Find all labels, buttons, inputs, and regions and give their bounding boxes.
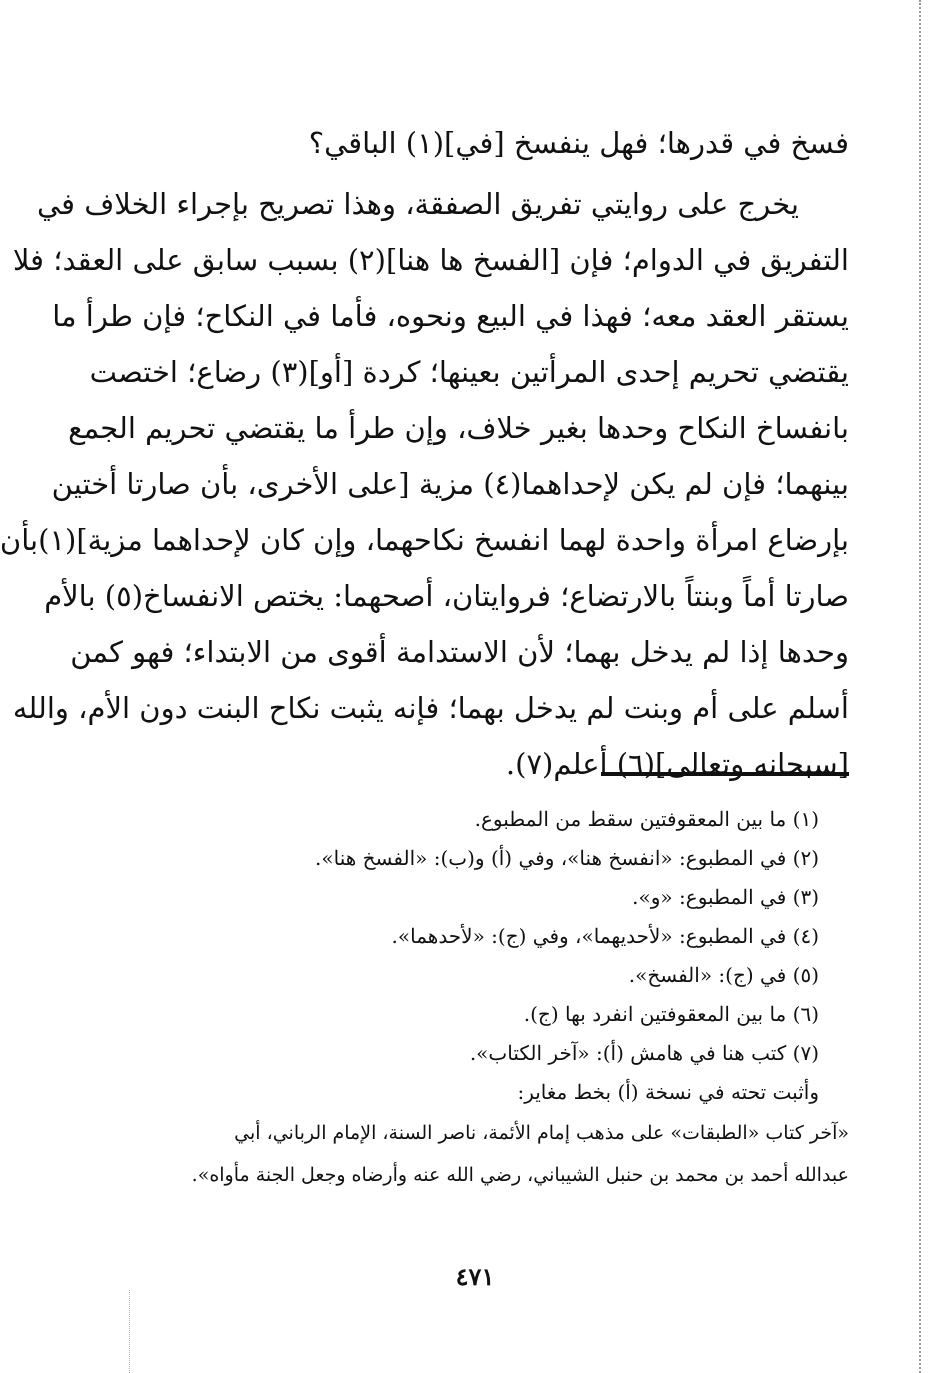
footnotes-block: [129, 800, 849, 1196]
footnote-separator: [601, 772, 849, 776]
text-line-4: يستقر العقد معه؛ فهذا في البيع ونحوه، فأما في النكاح؛ فإن طرأ ما: [52, 299, 849, 333]
footnote-7-continuation: وأثبت تحته في نسخة (أ) بخط مغاير:: [517, 1080, 819, 1104]
text-line-5: يقتضي تحريم إحدى المرأتين بعينها؛ كردة [أو](٣) رضاع؛ اختصت: [89, 355, 849, 389]
text-line-11: أسلم على أم وبنت لم يدخل بهما؛ فإنه يثبت نكاح البنت دون الأم، والله: [12, 691, 849, 725]
text-line-9: صارتا أماً وبنتاً بالارتضاع؛ فروايتان، أصحهما: يختص الانفساخ(٥) بالأم: [44, 579, 849, 613]
footnote-1: (١) ما بين المعقوفتين سقط من المطبوع.: [474, 807, 819, 831]
footnote-6: (٦) ما بين المعقوفتين انفرد بها (ج).: [523, 1002, 819, 1026]
scan-edge-mark: [129, 1290, 130, 1373]
page-number: ٤٧١: [455, 1262, 495, 1291]
text-line-7: بينهما؛ فإن لم يكن لإحداهما(٤) مزية [على الأخرى، بأن صارتا أختين: [51, 467, 849, 501]
text-line-3: التفريق في الدوام؛ فإن [الفسخ ها هنا](٢) بسبب سابق على العقد؛ فلا: [12, 243, 849, 277]
text-line-6: بانفساخ النكاح وحدها بغير خلاف، وإن طرأ ما يقتضي تحريم الجمع: [68, 411, 849, 445]
text-line-8: بإرضاع امرأة واحدة لهما انفسخ نكاحهما، وإن كان لإحداهما مزية](١)بأن: [0, 523, 849, 557]
text-line-1: فسخ في قدرها؛ فهل ينفسخ [في](١) الباقي؟: [308, 126, 849, 160]
main-text-block: [0, 118, 849, 792]
text-line-2: يخرج على روايتي تفريق الصفقة، وهذا تصريح بإجراء الخلاف في: [36, 187, 799, 221]
footnote-5: (٥) في (ج): «الفسخ».: [628, 963, 819, 987]
text-line-12: [سبحانه وتعالى](٦) أعلم(٧).: [505, 747, 849, 781]
text-line-10: وحدها إذا لم يدخل بهما؛ لأن الاستدامة أقوى من الابتداء؛ فهو كمن: [70, 635, 849, 669]
page-edge-dotted-line: [919, 0, 921, 1373]
footnote-3: (٣) في المطبوع: «و».: [632, 885, 819, 909]
footnote-7-quote-line-1: «آخر كتاب «الطبقات» على مذهب إمام الأئمة، ناصر السنة، الإمام الرباني، أبي: [234, 1122, 849, 1144]
footnote-2: (٢) في المطبوع: «انفسخ هنا»، وفي (أ) و(ب): «الفسخ هنا».: [315, 846, 819, 870]
footnote-4: (٤) في المطبوع: «لأحديهما»، وفي (ج): «لأحدهما».: [391, 924, 819, 948]
footnote-7-quote-line-2: عبدالله أحمد بن محمد بن حنبل الشيباني، رضي الله عنه وأرضاه وجعل الجنة مأواه».: [191, 1164, 849, 1186]
footnote-7: (٧) كتب هنا في هامش (أ): «آخر الكتاب».: [469, 1041, 819, 1065]
